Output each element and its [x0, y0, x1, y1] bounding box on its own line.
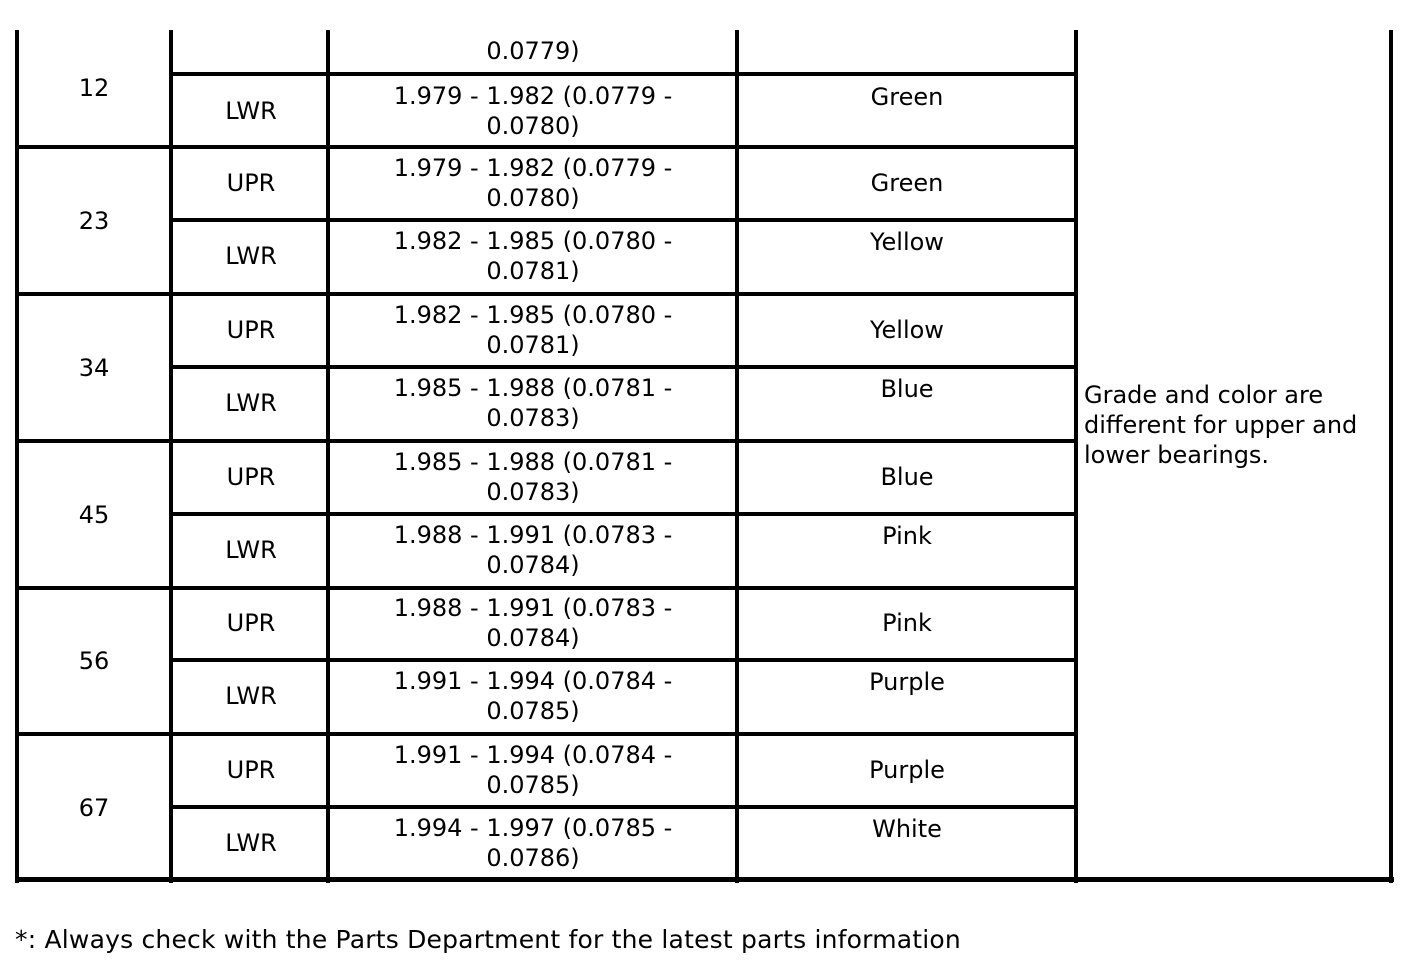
position-text: LWR: [225, 97, 277, 125]
remarks-note: Grade and color are different for upper and lower bearings.: [1084, 381, 1358, 469]
range-text: 0.0779): [486, 37, 580, 65]
range-line1: 1.979 - 1.982 (0.0779 -: [393, 154, 673, 182]
range-line2: 0.0786): [486, 844, 580, 872]
range-line2: 0.0785): [486, 697, 580, 725]
row-divider: [15, 292, 1078, 296]
range-line2: 0.0780): [486, 112, 580, 140]
range-cell: [330, 296, 736, 364]
grade-cell: [19, 296, 169, 439]
position-cell: [174, 443, 328, 511]
grade-cell: [19, 149, 169, 292]
range-cell: [330, 222, 736, 290]
color-text: Blue: [880, 375, 934, 403]
range-cell: [330, 736, 736, 804]
position-cell: [174, 296, 328, 364]
grade-cell: [19, 736, 169, 879]
range-line1: 1.985 - 1.988 (0.0781 -: [393, 448, 673, 476]
row-divider: [169, 218, 1078, 222]
column-divider: [1074, 30, 1078, 883]
range-line2: 0.0780): [486, 184, 580, 212]
range-line2: 0.0783): [486, 404, 580, 432]
color-cell: [740, 521, 1074, 581]
row-divider: [15, 732, 1078, 736]
range-line1: 1.982 - 1.985 (0.0780 -: [393, 227, 673, 255]
range-line2: 0.0783): [486, 478, 580, 506]
color-cell: [740, 443, 1074, 511]
position-cell: [174, 222, 328, 290]
range-line1: 1.985 - 1.988 (0.0781 -: [393, 374, 673, 402]
position-cell: [174, 589, 328, 657]
footnote: *: Always check with the Parts Department for the latest parts information: [15, 925, 961, 954]
position-text: UPR: [226, 463, 276, 491]
range-line1: 1.982 - 1.985 (0.0780 -: [393, 301, 673, 329]
range-line2: 0.0784): [486, 551, 580, 579]
color-text: Yellow: [870, 316, 944, 344]
range-cell: [330, 369, 736, 437]
bearing-grade-table: [15, 30, 1394, 883]
color-cell: [740, 227, 1074, 287]
color-cell: [740, 82, 1074, 142]
position-cell: [174, 516, 328, 584]
grade-text: 34: [78, 353, 110, 382]
color-text: Pink: [882, 609, 932, 637]
position-cell: [174, 662, 328, 730]
position-text: LWR: [225, 829, 277, 857]
range-cell: [330, 443, 736, 511]
range-cell: [330, 149, 736, 217]
position-cell: [174, 149, 328, 217]
position-text: UPR: [226, 169, 276, 197]
range-line2: 0.0781): [486, 331, 580, 359]
grade-text: 45: [78, 500, 110, 529]
row-divider: [169, 805, 1078, 809]
position-text: LWR: [225, 242, 277, 270]
table-border-right: [1389, 30, 1393, 883]
color-text: Green: [870, 169, 944, 197]
position-cell: [174, 369, 328, 437]
row-divider: [15, 145, 1078, 149]
range-line1: 1.991 - 1.994 (0.0784 -: [393, 741, 673, 769]
position-cell: [174, 809, 328, 877]
range-line2: 0.0785): [486, 771, 580, 799]
grade-text: 23: [78, 206, 110, 235]
color-cell: [740, 296, 1074, 364]
position-text: LWR: [225, 536, 277, 564]
color-text: White: [872, 815, 942, 843]
color-text: Purple: [869, 756, 945, 784]
column-divider: [735, 30, 739, 883]
grade-cell: [19, 443, 169, 586]
range-line1: 1.994 - 1.997 (0.0785 -: [393, 814, 673, 842]
grade-text: 67: [78, 793, 110, 822]
range-cell: [330, 662, 736, 730]
row-divider: [15, 586, 1078, 590]
row-divider: [169, 658, 1078, 662]
color-text: Pink: [882, 522, 932, 550]
position-text: UPR: [226, 609, 276, 637]
row-divider: [169, 72, 1078, 76]
grade-cell: [19, 30, 169, 145]
position-cell: [174, 77, 328, 145]
range-line1: 1.991 - 1.994 (0.0784 -: [393, 667, 673, 695]
range-line1: 1.988 - 1.991 (0.0783 -: [393, 521, 673, 549]
grade-cell: [19, 589, 169, 732]
position-cell: [174, 736, 328, 804]
color-text: Blue: [880, 463, 934, 491]
grade-text: 12: [78, 73, 110, 102]
range-cell: [330, 589, 736, 657]
position-text: LWR: [225, 682, 277, 710]
position-text: UPR: [226, 756, 276, 784]
range-cell: [330, 809, 736, 877]
row-divider: [169, 365, 1078, 369]
range-line2: 0.0781): [486, 257, 580, 285]
color-cell: [740, 667, 1074, 727]
range-cell: [330, 30, 736, 72]
position-text: LWR: [225, 389, 277, 417]
color-cell: [740, 374, 1074, 434]
column-divider: [326, 30, 330, 883]
color-text: Green: [870, 83, 944, 111]
position-text: UPR: [226, 316, 276, 344]
color-text: Yellow: [870, 228, 944, 256]
color-cell: [740, 589, 1074, 657]
color-cell: [740, 736, 1074, 804]
table-border-bottom: [15, 877, 1394, 882]
grade-text: 56: [78, 646, 110, 675]
table-border-left: [15, 30, 19, 883]
range-cell: [330, 77, 736, 145]
range-cell: [330, 516, 736, 584]
range-line2: 0.0784): [486, 624, 580, 652]
color-text: Purple: [869, 668, 945, 696]
row-divider: [169, 512, 1078, 516]
column-divider: [169, 30, 173, 883]
range-line1: 1.988 - 1.991 (0.0783 -: [393, 594, 673, 622]
range-line1: 1.979 - 1.982 (0.0779 -: [393, 82, 673, 110]
color-cell: [740, 814, 1074, 874]
color-cell: [740, 149, 1074, 217]
row-divider: [15, 439, 1078, 443]
